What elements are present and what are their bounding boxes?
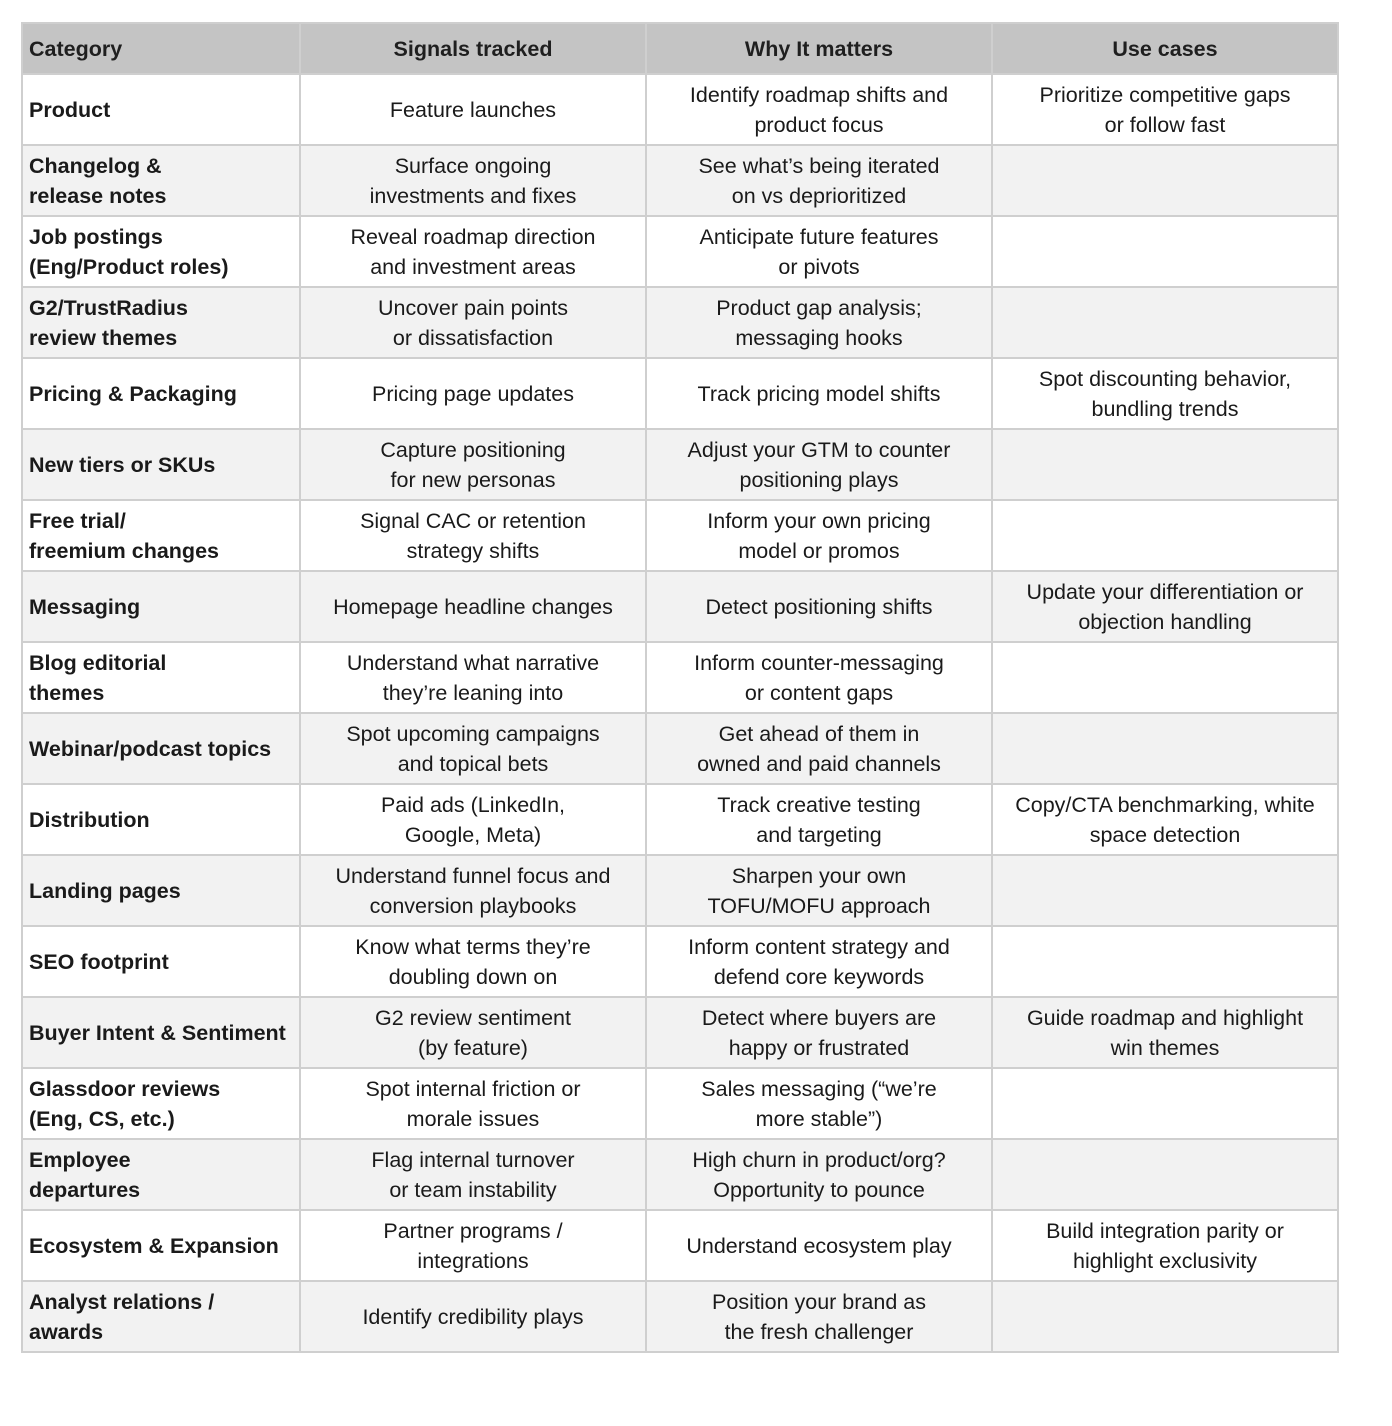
signals-tracked-cell [300, 1281, 646, 1352]
table-row [22, 1210, 1338, 1281]
category-cell [22, 145, 300, 216]
why-it-matters-cell [646, 216, 992, 287]
use-cases-text: Copy/CTA benchmarking, white space detection [1015, 792, 1315, 847]
table-row [22, 429, 1338, 500]
why-it-matters-text: Sharpen your own TOFU/MOFU approach [707, 863, 931, 918]
category-text: SEO footprint [29, 949, 169, 974]
use-cases-cell [992, 642, 1338, 713]
signals-tracked-cell [300, 500, 646, 571]
use-cases-cell [992, 1281, 1338, 1352]
category-cell [22, 926, 300, 997]
why-it-matters-cell [646, 287, 992, 358]
signals-tracked-cell [300, 926, 646, 997]
signals-tracked-cell [300, 74, 646, 145]
why-it-matters-cell [646, 571, 992, 642]
header-row [22, 23, 1338, 74]
category-cell [22, 997, 300, 1068]
signals-tracked-text: Know what terms they’re doubling down on [355, 934, 591, 989]
category-text: Ecosystem & Expansion [29, 1233, 279, 1258]
why-it-matters-text: High churn in product/org? Opportunity to pounce [692, 1147, 946, 1202]
category-text: Glassdoor reviews (Eng, CS, etc.) [29, 1076, 221, 1131]
why-it-matters-cell [646, 145, 992, 216]
table-row [22, 713, 1338, 784]
table-row [22, 358, 1338, 429]
signals-tracked-text: Homepage headline changes [333, 594, 613, 619]
category-text: Blog editorial themes [29, 650, 167, 705]
category-text: Landing pages [29, 878, 181, 903]
signals-tracked-cell [300, 1139, 646, 1210]
header-category: Category [22, 23, 300, 74]
signals-tracked-text: Paid ads (LinkedIn, Google, Meta) [380, 792, 566, 847]
use-cases-cell [992, 784, 1338, 855]
use-cases-text: Build integration parity or highlight exclusivity [1046, 1218, 1284, 1273]
why-it-matters-text: Sales messaging (“we’re more stable”) [701, 1076, 937, 1131]
use-cases-text: Update your differentiation or objection handling [1026, 579, 1304, 634]
table-row [22, 926, 1338, 997]
use-cases-cell [992, 1068, 1338, 1139]
signals-tracked-text: Identify credibility plays [362, 1304, 584, 1329]
category-text: Free trial/ freemium changes [29, 508, 219, 563]
why-it-matters-text: Inform your own pricing model or promos [707, 508, 931, 563]
category-text: Buyer Intent & Sentiment [29, 1020, 286, 1045]
category-cell [22, 429, 300, 500]
why-it-matters-cell [646, 74, 992, 145]
category-cell [22, 358, 300, 429]
use-cases-cell [992, 926, 1338, 997]
why-it-matters-cell [646, 784, 992, 855]
why-it-matters-text: Inform content strategy and defend core keywords [688, 934, 950, 989]
category-cell [22, 1139, 300, 1210]
use-cases-text: Prioritize competitive gaps or follow fast [1039, 82, 1291, 137]
why-it-matters-cell [646, 1139, 992, 1210]
signals-tracked-cell [300, 1068, 646, 1139]
table-row [22, 784, 1338, 855]
why-it-matters-cell [646, 1210, 992, 1281]
why-it-matters-cell [646, 1281, 992, 1352]
category-text: Webinar/podcast topics [29, 736, 272, 761]
why-it-matters-cell [646, 358, 992, 429]
why-it-matters-cell [646, 500, 992, 571]
category-text: G2/TrustRadius review themes [29, 295, 188, 350]
why-it-matters-text: Get ahead of them in owned and paid channels [697, 721, 941, 776]
table-row [22, 997, 1338, 1068]
category-cell [22, 287, 300, 358]
why-it-matters-cell [646, 642, 992, 713]
category-text: Analyst relations / awards [29, 1289, 215, 1344]
category-text: Messaging [29, 594, 141, 619]
signals-tracked-text: Spot upcoming campaigns and topical bets [346, 721, 600, 776]
use-cases-cell [992, 997, 1338, 1068]
use-cases-cell [992, 713, 1338, 784]
why-it-matters-cell [646, 1068, 992, 1139]
table-row [22, 74, 1338, 145]
signals-tracked-cell [300, 287, 646, 358]
use-cases-cell [992, 358, 1338, 429]
table-row [22, 500, 1338, 571]
why-it-matters-text: Track creative testing and targeting [717, 792, 921, 847]
signals-tracked-text: Reveal roadmap direction and investment areas [350, 224, 596, 279]
signals-tracked-text: Understand funnel focus and conversion playbooks [335, 863, 611, 918]
why-it-matters-text: Position your brand as the fresh challenger [712, 1289, 926, 1344]
table-row [22, 145, 1338, 216]
why-it-matters-text: Understand ecosystem play [686, 1233, 952, 1258]
use-cases-text: Spot discounting behavior, bundling trends [1038, 366, 1292, 421]
signals-tracked-cell [300, 216, 646, 287]
category-cell [22, 855, 300, 926]
use-cases-cell [992, 1139, 1338, 1210]
use-cases-cell [992, 429, 1338, 500]
signals-tracked-text: G2 review sentiment (by feature) [375, 1005, 571, 1060]
why-it-matters-text: Detect positioning shifts [705, 594, 933, 619]
signals-tracked-cell [300, 713, 646, 784]
why-it-matters-text: Adjust your GTM to counter positioning plays [687, 437, 951, 492]
category-text: Distribution [29, 807, 150, 832]
why-it-matters-text: Anticipate future features or pivots [699, 224, 939, 279]
header-use-cases: Use cases [992, 23, 1338, 74]
table-row [22, 287, 1338, 358]
why-it-matters-cell [646, 855, 992, 926]
signals-tracked-text: Signal CAC or retention strategy shifts [360, 508, 586, 563]
signals-tracked-text: Uncover pain points or dissatisfaction [377, 295, 569, 350]
signals-tracked-text: Feature launches [389, 97, 557, 122]
category-cell [22, 1281, 300, 1352]
use-cases-cell [992, 1210, 1338, 1281]
why-it-matters-cell [646, 429, 992, 500]
signals-tracked-cell [300, 1210, 646, 1281]
signals-tracked-text: Surface ongoing investments and fixes [369, 153, 577, 208]
signals-tracked-cell [300, 997, 646, 1068]
why-it-matters-cell [646, 713, 992, 784]
category-text: Employee departures [29, 1147, 141, 1202]
signals-tracked-cell [300, 784, 646, 855]
competitive-signals-table-container [21, 22, 1337, 1353]
category-text: Pricing & Packaging [29, 381, 237, 406]
signals-tracked-text: Flag internal turnover or team instability [371, 1147, 575, 1202]
category-cell [22, 713, 300, 784]
why-it-matters-text: See what’s being iterated on vs deprioritized [698, 153, 940, 208]
category-cell [22, 216, 300, 287]
signals-tracked-cell [300, 571, 646, 642]
category-cell [22, 74, 300, 145]
signals-tracked-text: Partner programs / integrations [383, 1218, 563, 1273]
signals-tracked-cell [300, 145, 646, 216]
category-text: Changelog & release notes [29, 153, 167, 208]
competitive-signals-table [21, 22, 1339, 1353]
signals-tracked-cell [300, 429, 646, 500]
table-row [22, 1068, 1338, 1139]
why-it-matters-text: Product gap analysis; messaging hooks [716, 295, 922, 350]
use-cases-text: Guide roadmap and highlight win themes [1026, 1005, 1304, 1060]
why-it-matters-text: Identify roadmap shifts and product focus [689, 82, 949, 137]
category-text: Product [29, 97, 111, 122]
use-cases-cell [992, 287, 1338, 358]
signals-tracked-text: Capture positioning for new personas [380, 437, 566, 492]
table-row [22, 642, 1338, 713]
why-it-matters-text: Detect where buyers are happy or frustrated [701, 1005, 937, 1060]
category-text: Job postings (Eng/Product roles) [29, 224, 229, 279]
category-cell [22, 500, 300, 571]
table-row [22, 1281, 1338, 1352]
why-it-matters-cell [646, 926, 992, 997]
table-row [22, 216, 1338, 287]
table-row [22, 1139, 1338, 1210]
use-cases-cell [992, 855, 1338, 926]
header-why-it-matters: Why It matters [646, 23, 992, 74]
category-cell [22, 784, 300, 855]
signals-tracked-cell [300, 642, 646, 713]
signals-tracked-text: Understand what narrative they’re leaning into [346, 650, 600, 705]
why-it-matters-text: Track pricing model shifts [697, 381, 941, 406]
use-cases-cell [992, 500, 1338, 571]
signals-tracked-text: Pricing page updates [371, 381, 574, 406]
table-row [22, 855, 1338, 926]
signals-tracked-cell [300, 358, 646, 429]
category-cell [22, 1068, 300, 1139]
use-cases-cell [992, 74, 1338, 145]
why-it-matters-text: Inform counter-messaging or content gaps [694, 650, 944, 705]
signals-tracked-text: Spot internal friction or morale issues [365, 1076, 581, 1131]
signals-tracked-cell [300, 855, 646, 926]
table-header [22, 23, 1338, 74]
use-cases-cell [992, 216, 1338, 287]
table-body [22, 74, 1338, 1352]
category-cell [22, 1210, 300, 1281]
why-it-matters-cell [646, 997, 992, 1068]
use-cases-cell [992, 571, 1338, 642]
category-text: New tiers or SKUs [29, 452, 216, 477]
use-cases-cell [992, 145, 1338, 216]
table-row [22, 571, 1338, 642]
header-signals-tracked: Signals tracked [300, 23, 646, 74]
category-cell [22, 642, 300, 713]
category-cell [22, 571, 300, 642]
